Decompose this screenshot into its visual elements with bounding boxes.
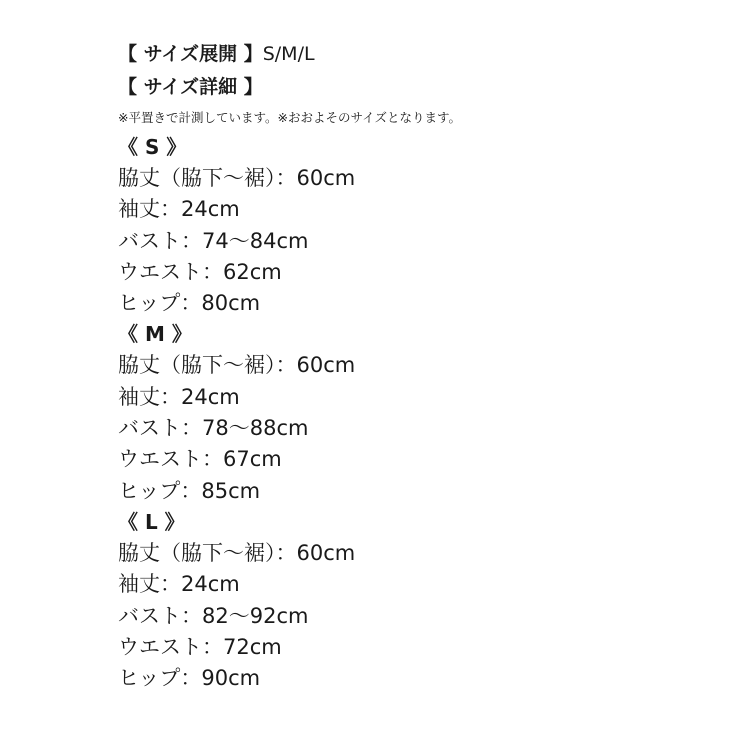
measurement-row: ヒップ：90cm: [118, 666, 261, 691]
size-range-value: S/M/L: [262, 43, 315, 65]
size-range-heading: [118, 38, 718, 71]
measurement-row: 袖丈：24cm: [118, 197, 240, 222]
measurement-row: ウエスト：72cm: [118, 634, 282, 659]
measurement-row: ヒップ：80cm: [118, 291, 261, 316]
size-group-s: [118, 132, 718, 319]
size-range-label: 【 サイズ展開 】: [118, 43, 263, 65]
measurement-row: 脇丈（脇下〜裾）：60cm: [118, 353, 356, 378]
size-detail-heading: [118, 71, 718, 104]
measurement-row: ウエスト：67cm: [118, 447, 282, 472]
size-group-title: 《 S 》: [118, 135, 187, 159]
size-group-l: [118, 507, 718, 694]
measurement-row: ウエスト：62cm: [118, 259, 282, 284]
measurement-row: 袖丈：24cm: [118, 384, 240, 409]
measurement-row: バスト：82〜92cm: [118, 603, 309, 628]
size-group-m: [118, 319, 718, 506]
measurement-row: バスト：78〜88cm: [118, 416, 309, 441]
measurement-row: 脇丈（脇下〜裾）：60cm: [118, 166, 356, 190]
size-detail-label: 【 サイズ詳細 】: [118, 76, 263, 98]
measurement-row: ヒップ：85cm: [118, 478, 261, 503]
measurement-note: ※平置きで計測しています。※おおよそのサイズとなります。: [118, 110, 461, 125]
measurement-row: 脇丈（脇下〜裾）：60cm: [118, 540, 356, 565]
measurement-row: バスト：74〜84cm: [118, 228, 309, 253]
size-group-title: 《 L 》: [118, 509, 185, 534]
size-group-title: 《 M 》: [118, 322, 192, 347]
measurement-row: 袖丈：24cm: [118, 572, 240, 597]
size-document: [118, 38, 718, 694]
